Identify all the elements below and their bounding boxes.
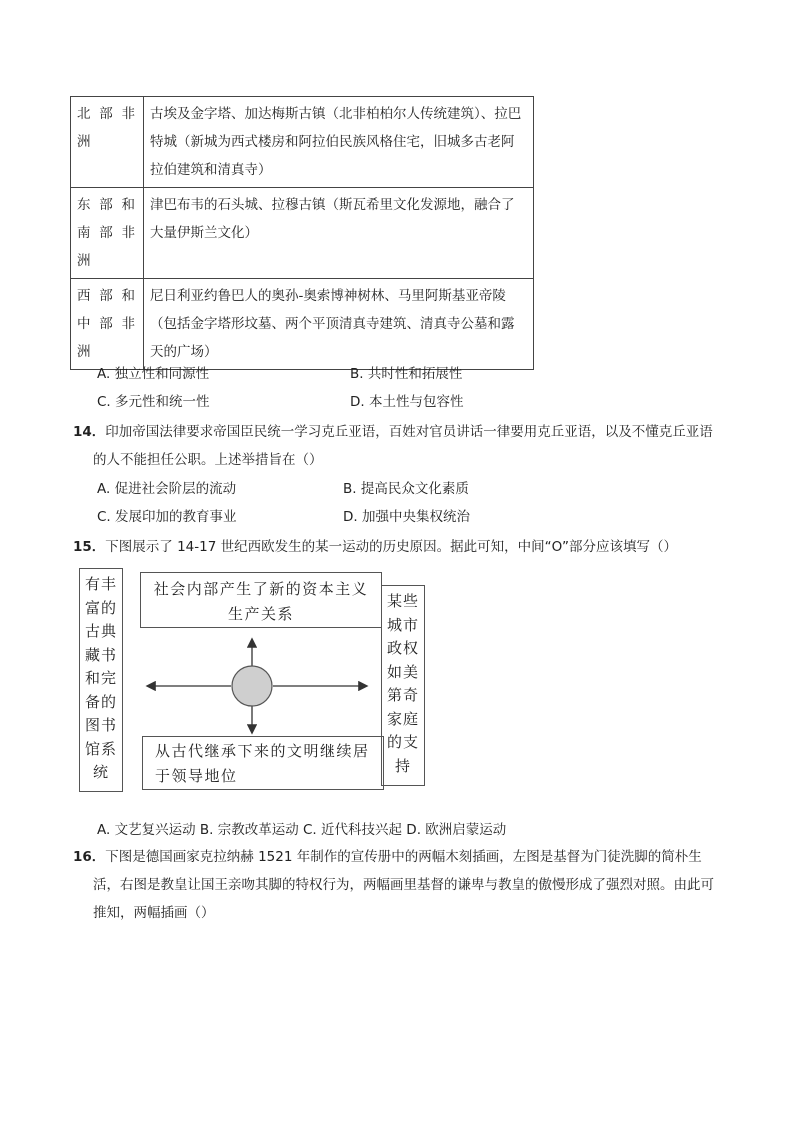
q13-option-d[interactable]: D. 本土性与包容性 bbox=[350, 394, 464, 410]
center-circle bbox=[232, 666, 272, 706]
question-number: 15． bbox=[73, 539, 106, 555]
q13-option-c[interactable]: C. 多元性和统一性 bbox=[97, 394, 210, 410]
q15-options[interactable]: A. 文艺复兴运动 B. 宗教改革运动 C. 近代科技兴起 D. 欧洲启蒙运动 bbox=[97, 822, 507, 838]
diagram-top-box: 社会内部产生了新的资本主义生产关系 bbox=[140, 572, 382, 628]
q14-option-c[interactable]: C. 发展印加的教育事业 bbox=[97, 509, 237, 525]
diagram-left-box: 有丰富的古典藏书和完备的图书馆系统 bbox=[79, 568, 123, 792]
region-cell: 西部和中部非洲 bbox=[71, 279, 144, 370]
q16-stem bbox=[73, 843, 725, 927]
region-cell: 北部非洲 bbox=[71, 97, 144, 188]
diagram-bottom-box: 从古代继承下来的文明继续居于领导地位 bbox=[142, 736, 384, 790]
q13-option-a[interactable]: A. 独立性和同源性 bbox=[97, 366, 210, 382]
q14-option-d[interactable]: D. 加强中央集权统治 bbox=[343, 509, 470, 525]
question-text: 下图展示了 14-17 世纪西欧发生的某一运动的历史原因。据此可知，中间“O”部分应该填写（） bbox=[105, 539, 677, 555]
heritage-table bbox=[70, 96, 534, 370]
table-row bbox=[71, 188, 534, 279]
table-row bbox=[71, 97, 534, 188]
content-cell: 尼日利亚约鲁巴人的奥孙-奥索博神树林、马里阿斯基亚帝陵（包括金字塔形坟墓、两个平顶清真寺建筑、清真寺公墓和露天的广场） bbox=[144, 279, 534, 370]
diagram-arrows bbox=[72, 562, 432, 802]
question-text: 下图是德国画家克拉纳赫 1521 年制作的宣传册中的两幅木刻插画，左图是基督为门徒洗脚的简朴生活，右图是教皇让国王亲吻其脚的特权行为，两幅画里基督的谦卑与教皇的傲慢形成了强烈对照。由此可推知，两幅插画（） bbox=[93, 849, 714, 921]
diagram-right-box: 某些城市政权如美第奇家庭的支持 bbox=[381, 585, 425, 786]
content-cell: 津巴布韦的石头城、拉穆古镇（斯瓦希里文化发源地，融合了大量伊斯兰文化） bbox=[144, 188, 534, 279]
question-number: 14． bbox=[73, 424, 106, 440]
question-number: 16． bbox=[73, 849, 106, 865]
q14-option-b[interactable]: B. 提高民众文化素质 bbox=[343, 481, 469, 497]
question-text: 印加帝国法律要求帝国臣民统一学习克丘亚语，百姓对官员讲话一律要用克丘亚语，以及不懂克丘亚语的人不能担任公职。上述举措旨在（） bbox=[93, 424, 713, 468]
region-cell: 东部和南部非洲 bbox=[71, 188, 144, 279]
q14-stem bbox=[73, 418, 723, 474]
q15-stem bbox=[73, 533, 723, 561]
q13-option-b[interactable]: B. 共时性和拓展性 bbox=[350, 366, 463, 382]
q14-option-a[interactable]: A. 促进社会阶层的流动 bbox=[97, 481, 237, 497]
table-row bbox=[71, 279, 534, 370]
content-cell: 古埃及金字塔、加达梅斯古镇（北非柏柏尔人传统建筑）、拉巴特城（新城为西式楼房和阿拉伯民族风格住宅，旧城多古老阿拉伯建筑和清真寺） bbox=[144, 97, 534, 188]
cause-diagram bbox=[72, 562, 432, 802]
